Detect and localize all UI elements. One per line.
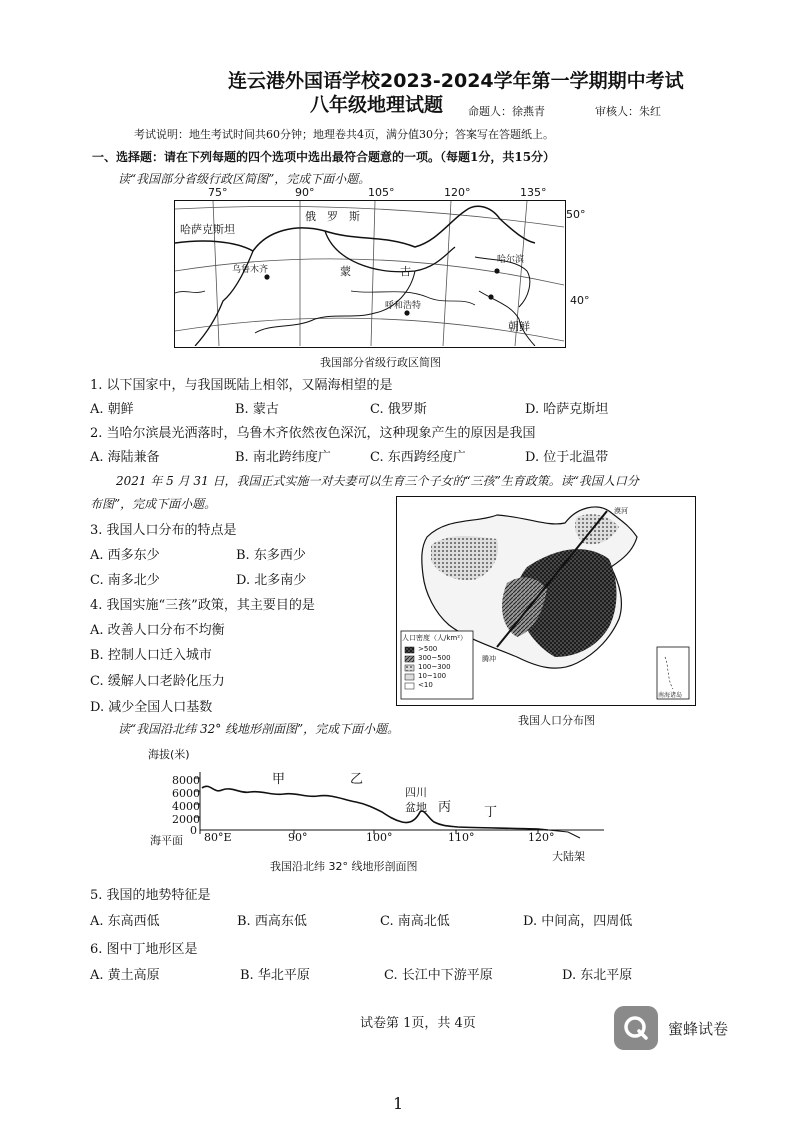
q1-stem: 1. 以下国家中，与我国既陆上相邻，又隔海相望的是 (90, 378, 393, 393)
brand-logo-icon (614, 1006, 658, 1050)
y-tick-6000: 6000 (172, 787, 200, 800)
legend-item-1: >500 (418, 645, 438, 653)
y-tick-8000: 8000 (172, 774, 200, 787)
x-tick-120: 120° (528, 831, 555, 844)
label-nanhai: 南海诸岛 (658, 692, 683, 699)
author: 命题人：徐燕青 (468, 105, 545, 118)
label-mohe: 漠河 (614, 507, 628, 515)
q6-option-b[interactable]: B. 华北平原 (240, 968, 310, 983)
label-hohhot: 呼和浩特 (385, 301, 422, 311)
x-tick-80: 80°E (204, 831, 232, 844)
label-korea: 朝鲜 (508, 320, 530, 333)
label-mongolia-2: 古 (400, 265, 411, 278)
q4-option-d[interactable]: D. 减少全国人口基数 (90, 700, 213, 715)
label-sichuan-2: 盆地 (405, 801, 427, 814)
map1-intro: 读“我国部分省级行政区简图”，完成下面小题。 (118, 172, 371, 186)
brand-name: 蜜蜂试卷 (668, 1020, 729, 1038)
map1-lat-50: 50° (566, 208, 586, 221)
section-heading: 一、选择题：请在下列每题的四个选项中选出最符合题意的一项。（每题1分，共15分） (92, 150, 556, 164)
q6-option-d[interactable]: D. 东北平原 (562, 968, 633, 983)
label-jia: 甲 (272, 772, 286, 787)
legend-item-5: <10 (418, 681, 433, 689)
page-number: 1 (393, 1094, 404, 1113)
legend-item-4: 10~100 (418, 672, 447, 680)
label-urumqi: 乌鲁木齐 (232, 265, 269, 275)
q3-option-c[interactable]: C. 南多北少 (90, 573, 160, 588)
q5-stem: 5. 我国的地势特征是 (90, 888, 211, 903)
y-tick-2000: 2000 (172, 813, 200, 826)
label-russia: 俄 罗 斯 (305, 210, 360, 223)
q3-option-d[interactable]: D. 北多南少 (236, 573, 307, 588)
exam-note: 考试说明：地生考试时间共60分钟；地理卷共4页，满分值30分；答案写在答题纸上。 (134, 128, 554, 141)
q6-option-c[interactable]: C. 长江中下游平原 (384, 968, 493, 983)
q1-option-b[interactable]: B. 蒙古 (235, 402, 279, 417)
map1-lon-75: 75° (208, 186, 228, 199)
q5-option-a[interactable]: A. 东高西低 (90, 914, 160, 929)
q6-stem: 6. 图中丁地形区是 (90, 942, 198, 957)
map1-lon-135: 135° (520, 186, 547, 199)
q3-stem: 3. 我国人口分布的特点是 (90, 523, 237, 538)
shelf-label: 大陆架 (552, 850, 585, 863)
q2-option-a[interactable]: A. 海陆兼备 (90, 450, 160, 465)
label-harbin: 哈尔滨 (497, 255, 525, 265)
x-tick-110: 110° (448, 831, 475, 844)
legend-item-3: 100~300 (418, 663, 451, 671)
q2-option-c[interactable]: C. 东西跨经度广 (370, 450, 466, 465)
q1-option-a[interactable]: A. 朝鲜 (90, 402, 134, 417)
reviewer: 审核人：朱红 (595, 105, 661, 118)
q5-option-d[interactable]: D. 中间高，四周低 (523, 914, 633, 929)
x-tick-100: 100° (366, 831, 393, 844)
q5-option-b[interactable]: B. 西高东低 (237, 914, 307, 929)
label-tengchong: 腾冲 (482, 655, 496, 663)
q2-stem: 2. 当哈尔滨晨光洒落时，乌鲁木齐依然夜色深沉，这种现象产生的原因是我国 (90, 426, 536, 441)
y-tick-4000: 4000 (172, 800, 200, 813)
label-ding: 丁 (484, 805, 498, 820)
profile-caption: 我国沿北纬 32° 线地形剖面图 (270, 860, 418, 873)
map2-caption: 我国人口分布图 (518, 714, 595, 727)
q2-option-b[interactable]: B. 南北跨纬度广 (235, 450, 331, 465)
page-info: 试卷第 1页，共 4页 (360, 1016, 476, 1031)
profile-intro: 读“我国沿北纬 32° 线地形剖面图”，完成下面小题。 (118, 722, 400, 736)
q1-option-d[interactable]: D. 哈萨克斯坦 (525, 402, 609, 417)
map1-lon-90: 90° (295, 186, 315, 199)
q2-option-d[interactable]: D. 位于北温带 (525, 450, 609, 465)
map1-lon-105: 105° (368, 186, 395, 199)
map1-caption: 我国部分省级行政区简图 (320, 356, 441, 369)
legend-title: 人口密度（人/km²） (402, 634, 468, 642)
label-bing: 丙 (438, 800, 452, 815)
q3-option-a[interactable]: A. 西多东少 (90, 548, 160, 563)
q1-option-c[interactable]: C. 俄罗斯 (370, 402, 427, 417)
exam-subtitle: 八年级地理试题 (310, 94, 444, 116)
y-tick-0: 0 (190, 824, 197, 837)
q4-option-c[interactable]: C. 缓解人口老龄化压力 (90, 674, 225, 689)
map1-lat-40: 40° (570, 294, 590, 307)
q5-option-c[interactable]: C. 南高北低 (380, 914, 450, 929)
q4-stem: 4. 我国实施“三孩”政策，其主要目的是 (90, 598, 315, 613)
label-sichuan-1: 四川 (405, 786, 427, 799)
x-tick-90: 90° (288, 831, 308, 844)
label-kazakhstan: 哈萨克斯坦 (180, 223, 235, 236)
q6-option-a[interactable]: A. 黄土高原 (90, 968, 160, 983)
intro2-line1: 2021 年 5 月 31 日，我国正式实施一对夫妻可以生育三个子女的“三孩”生育政策。读“我国人口分 (116, 474, 639, 488)
brand-logo-mark (622, 1014, 650, 1042)
legend-item-2: 300~500 (418, 654, 451, 662)
map1-lon-120: 120° (444, 186, 471, 199)
sea-level-label: 海平面 (150, 834, 183, 847)
label-yi: 乙 (350, 772, 364, 787)
q4-option-b[interactable]: B. 控制人口迁入城市 (90, 648, 212, 663)
q4-option-a[interactable]: A. 改善人口分布不均衡 (90, 623, 225, 638)
label-mongolia-1: 蒙 (340, 265, 351, 278)
q3-option-b[interactable]: B. 东多西少 (236, 548, 306, 563)
intro2-line2: 布图”，完成下面小题。 (90, 497, 217, 511)
profile-ylabel: 海拔(米) (148, 748, 190, 761)
exam-title: 连云港外国语学校2023-2024学年第一学期期中考试 (228, 70, 684, 92)
